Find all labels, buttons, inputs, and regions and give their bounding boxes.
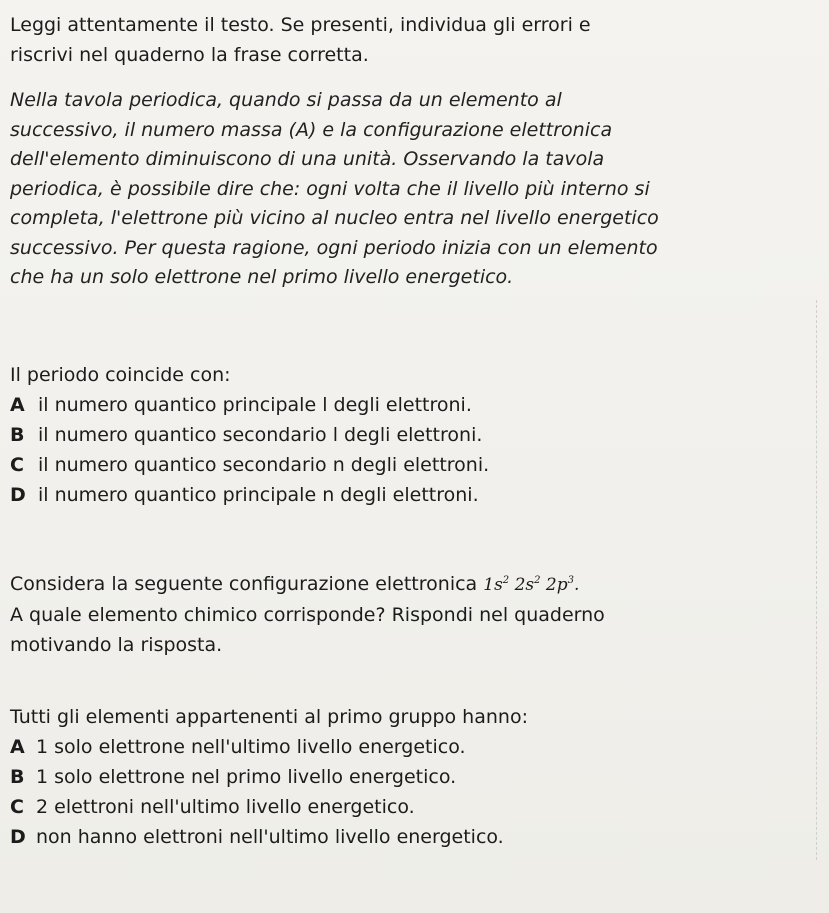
- orbital-exponent: 2: [502, 575, 510, 586]
- question-configuration: [10, 566, 810, 660]
- option-text: il numero quantico secondario n degli elettroni.: [38, 454, 490, 476]
- instruction-line: Leggi attentamente il testo. Se presenti, individua gli errori e: [10, 14, 591, 36]
- question-line: [10, 566, 810, 600]
- answer-option-d[interactable]: [10, 480, 810, 510]
- question-intro: Considera la seguente configurazione elettronica: [10, 573, 478, 595]
- orbital-exponent: 2: [534, 575, 541, 586]
- answer-option-b[interactable]: [10, 762, 810, 792]
- electron-configuration: [483, 575, 579, 595]
- option-text: 1 solo elettrone nell'ultimo livello energetico.: [36, 736, 466, 758]
- passage-line: successivo, il numero massa (A) e la configurazione elettronica: [10, 118, 613, 141]
- question-first-group: [10, 702, 810, 852]
- option-letter: B: [10, 424, 25, 446]
- passage-line: Nella tavola periodica, quando si passa da un elemento al: [10, 89, 562, 111]
- orbital-term: 2p: [545, 575, 568, 595]
- question-line: motivando la risposta.: [10, 634, 223, 656]
- option-letter: C: [10, 454, 24, 476]
- question-prompt: Tutti gli elementi appartenenti al primo gruppo hanno:: [10, 706, 528, 728]
- answer-option-b[interactable]: [10, 420, 810, 450]
- formula-period: .: [573, 575, 580, 595]
- option-letter: D: [10, 484, 26, 506]
- orbital-exponent: 3: [567, 575, 574, 586]
- answer-option-a[interactable]: [10, 390, 810, 420]
- passage-line: successivo. Per questa ragione, ogni periodo inizia con un elemento: [10, 236, 658, 259]
- answer-option-c[interactable]: [10, 792, 810, 822]
- option-text: il numero quantico principale l degli elettroni.: [38, 394, 472, 416]
- option-text: il numero quantico principale n degli elettroni.: [38, 484, 479, 506]
- option-letter: A: [10, 736, 25, 758]
- passage-line: dell'elemento diminuiscono di una unità. Osservando la tavola: [10, 148, 605, 170]
- option-text: 2 elettroni nell'ultimo livello energetico.: [36, 796, 415, 818]
- option-text: non hanno elettroni nell'ultimo livello energetico.: [36, 826, 504, 848]
- option-letter: C: [10, 796, 24, 818]
- exercise-passage: [10, 86, 810, 293]
- option-text: il numero quantico secondario l degli elettroni.: [38, 424, 483, 446]
- passage-line: completa, l'elettrone più vicino al nucleo entra nel livello energetico: [10, 207, 659, 229]
- option-text: 1 solo elettrone nel primo livello energetico.: [36, 766, 457, 788]
- option-letter: A: [10, 394, 25, 416]
- passage-line: che ha un solo elettrone nel primo livello energetico.: [10, 266, 514, 288]
- orbital-term: 1s: [483, 575, 503, 595]
- question-line: A quale elemento chimico corrisponde? Rispondi nel quaderno: [10, 604, 605, 626]
- passage-line: periodica, è possibile dire che: ogni volta che il livello più interno si: [10, 177, 650, 200]
- exercise-instruction: [10, 10, 810, 70]
- answer-option-c[interactable]: [10, 450, 810, 480]
- question-prompt: Il periodo coincide con:: [10, 364, 231, 386]
- option-letter: B: [10, 766, 25, 788]
- margin-divider: [816, 300, 817, 860]
- answer-option-d[interactable]: [10, 822, 810, 852]
- question-period: [10, 360, 810, 510]
- instruction-line: riscrivi nel quaderno la frase corretta.: [10, 44, 369, 66]
- answer-option-a[interactable]: [10, 732, 810, 762]
- option-letter: D: [10, 826, 26, 848]
- orbital-term: 2s: [514, 575, 535, 595]
